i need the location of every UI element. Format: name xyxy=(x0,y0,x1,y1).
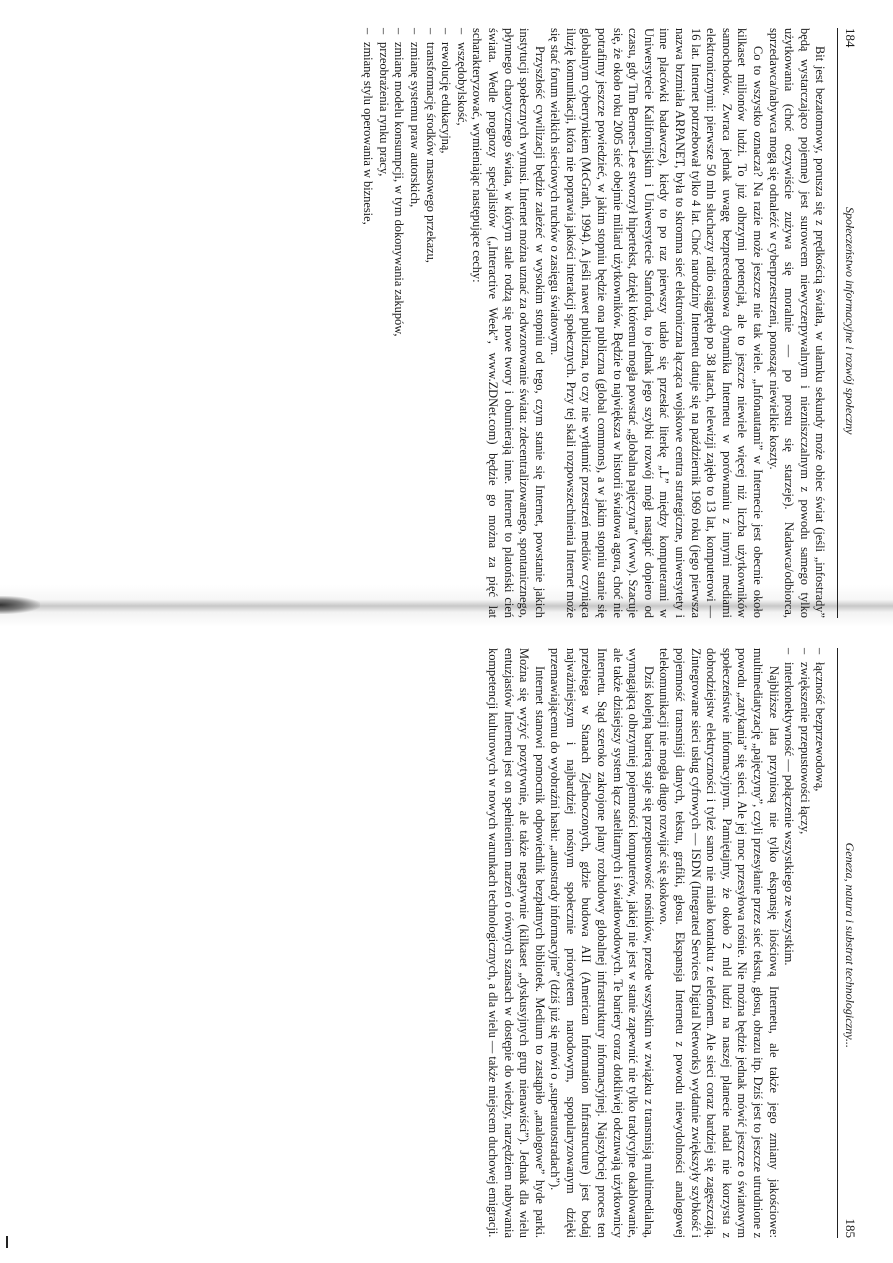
list-item: – zmianę systemu praw autorskich, xyxy=(406,28,422,618)
running-title: Geneza, natura i substrat technologiczny... xyxy=(843,842,857,1048)
paragraph: Co to wszystko oznacza? Na razie może jeszcze nie tak wiele. „Infonautami” w Internecie jest obecnie około kilkaset milionów ludzi. To już olbrzymi potencjał, ale to jeszcze niewiele więcej niż liczba użytkowników samochodów. Zwraca jednak uwagę bezprecedensowa dynamika Internetu w porównaniu z innymi mediami elektronicznymi: pierwsze 50 mln słuchaczy radio osiągnęło po 38 latach, telewizji zajęło to 13 lat, komputerowi — 16 lat. Internet potrzebował tylko 4 lat. Choć narodziny Internetu datuje się na październik 1969 roku (jego pierwsza nazwa brzmiała ARPANET, była to skromna sieć elektroniczna łącząca wojskowe centra strategiczne, uniwersytety i inne placówki badawcze), kiedy to po raz pierwszy udało się przesłać literkę „L” między komputerami w Uniwersytecie Kalifornijskim i Uniwersytecie Stanforda, to jednak jego szybki rozwój mógł nastąpić dopiero od czasu, gdy Tim Berners-Lee stworzył hipertekst, dzięki któremu mogła powstać „globalna pajęczyna” (www). Szacuje się, że około roku 2005 sieć obejmie miliard użytkowników. Będzie to największa w historii światowa agora, choć nie potrafimy jeszcze powiedzieć, w jakim stopniu będzie ona publiczna (global commons), a w jakim stopniu stanie się globalnym cyberrynkiem (McGrath, 1994). A jeśli nawet publiczna, to czy nie wytłumić przestrzeń mediów czyniąca iluzję komunikacji, która nie poprawia jakości interakcji społecznych. Przy tej skali rozpowszechnienia Internet może się stać forum wielkich sieciowych ruchów o zasięgu światowym. xyxy=(548,28,766,618)
running-header xyxy=(837,648,858,1238)
paragraph: Bit jest bezatomowy, porusza się z prędkością światła, w ułamku sekundy może obiec świat (jeśli „infostrady” będą wystarczająco pojemne) jest surowcem niewyczerpywalnym i niezniszczalnym z powodu samego tylko użytkowania (choć oczywiście zużywa się moralnie — po prostu się starzeje). Nadawca/odbiorca, sprzedawca/nabywca mogą się odnaleźć w cyberprzestrzeni, ponosząc niewielkie koszty. xyxy=(766,28,828,618)
binding-shadow xyxy=(0,596,40,614)
list-item: – zmianę stylu operowania w biznesie, xyxy=(360,28,376,618)
list-item: – łączność bezprzewodową, xyxy=(812,648,828,1238)
list-item: – interkonektywność — połączenie wszystkiego ze wszystkim. xyxy=(781,648,797,1238)
list-item: – zwiększenie przepustowości łączy, xyxy=(796,648,812,1238)
list-item: – zmianę modelu konsumpcji, w tym dokonywania zakupów, xyxy=(391,28,407,618)
feature-list xyxy=(360,28,469,618)
list-item: – wszędobylskość, xyxy=(453,28,469,618)
paragraph: Najbliższe lata przyniosą nie tylko ekspansję ilościową Internetu, ale także jego zmiany jakościowe: multimediatyzację „pajęczyny”, czyli przesyłanie przez sieć tekstu, głosu, obrazu itp. Dziś jest to jeszcze utrudnione z powodu „zatykania” się sieci. Ale jej moc przesyłowa rośnie. Nie można będzie jednak mówić jeszcze o światowym społeczeństwie informacyjnym. Pamiętajmy, że około 2 mld ludzi na naszej planecie nadal nie korzysta z dobrodziejstw elektryczności i tyleż samo nie miało kontaktu z telefonem. Ale sieci coraz bardziej się zagęszczają. Zintegrowane sieci usług cyfrowych — ISDN (Integrated Services Digital Networks) wydatnie zwiększyły szybkość i pojemność transmisji danych, tekstu, grafiki, głosu. Ekspansja Internetu z powodu niewydolności analogowej telekomunikacji nie mogła długo rozwijać się skokowo. xyxy=(657,648,781,1238)
running-header xyxy=(837,28,858,618)
paragraph: Przyszłość cywilizacji będzie zależeć w wysokim stopniu od tego, czym stanie się Internet, powstanie jakich instytucji społecznych wymusi. Internet można uznać za odwzorowanie świata: zdecentralizowanego, spontanicznego, płynnego chaotycznego świata, w którym stale rodzą się nowe twory i obumierają inne. Internet to platoński cień świata. Wedle prognozy specjalistów („Interactive Week”, www.ZDNet.com) będzie go można za pięć lat scharakteryzować, wymieniając następujące cechy: xyxy=(470,28,547,618)
list-item: – rewolucję edukacyjną, xyxy=(438,28,454,618)
list-item: – przeobrażenia rynku pracy, xyxy=(375,28,391,618)
right-page xyxy=(98,648,858,1238)
running-title: Społeczeństwo informacyjne i rozwój społeczny xyxy=(843,206,857,435)
paragraph: Dziś kolejną barierą staje się przepustowość nośników, przede wszystkim w związku z transmisją multimedialną, wymagającą olbrzymiej pojemności komputerów, jakiej nie jest w stanie zapewnić nie tylko tradycyjne okablowanie, ale także dzisiejszy system łącz satelitarnych i światłowodowych. Te bariery coraz dotkliwiej odczuwają użytkownicy Internetu. Stąd szeroko zakrojone plany rozbudowy globalnej infrastruktury informacyjnej. Najszybciej proces ten przebiega w Stanach Zjednoczonych, gdzie budowa AII (American Information Infrastructure) jest bodaj najważniejszym i najbardziej nośnym społecznie priorytetem narodowym, spopularyzowanym dzięki przemawiającemu do wyobraźni hasłu: „autostrady informacyjne” (dziś już się mówi o „superautostradach”). xyxy=(548,648,656,1238)
page-number: 185 xyxy=(843,1218,858,1238)
paragraph: Internet stanowi pomocnik odpowiednik bezpłatnych bibliotek. Medium to zastąpiło „analogowe” hyde parki. Można się wyżyć pozytywnie, ale także negatywnie (kilkaset „dyskusyjnych grup nienawiści”). Jednak dla wielu entuzjastów Internetu jest on spełnieniem marzeń o równych szansach w dostępie do wiedzy, narzędziem nabywania kompetencji kulturowych w nowych warunkach technologicznych, a dla wielu — także miejscem duchowej emigracji. xyxy=(485,648,547,1238)
scan-mark xyxy=(6,1236,8,1248)
page-number: 184 xyxy=(843,28,858,48)
left-page xyxy=(98,28,858,618)
feature-list-continued xyxy=(781,648,828,1238)
list-item: – transformację środków masowego przekazu, xyxy=(422,28,438,618)
